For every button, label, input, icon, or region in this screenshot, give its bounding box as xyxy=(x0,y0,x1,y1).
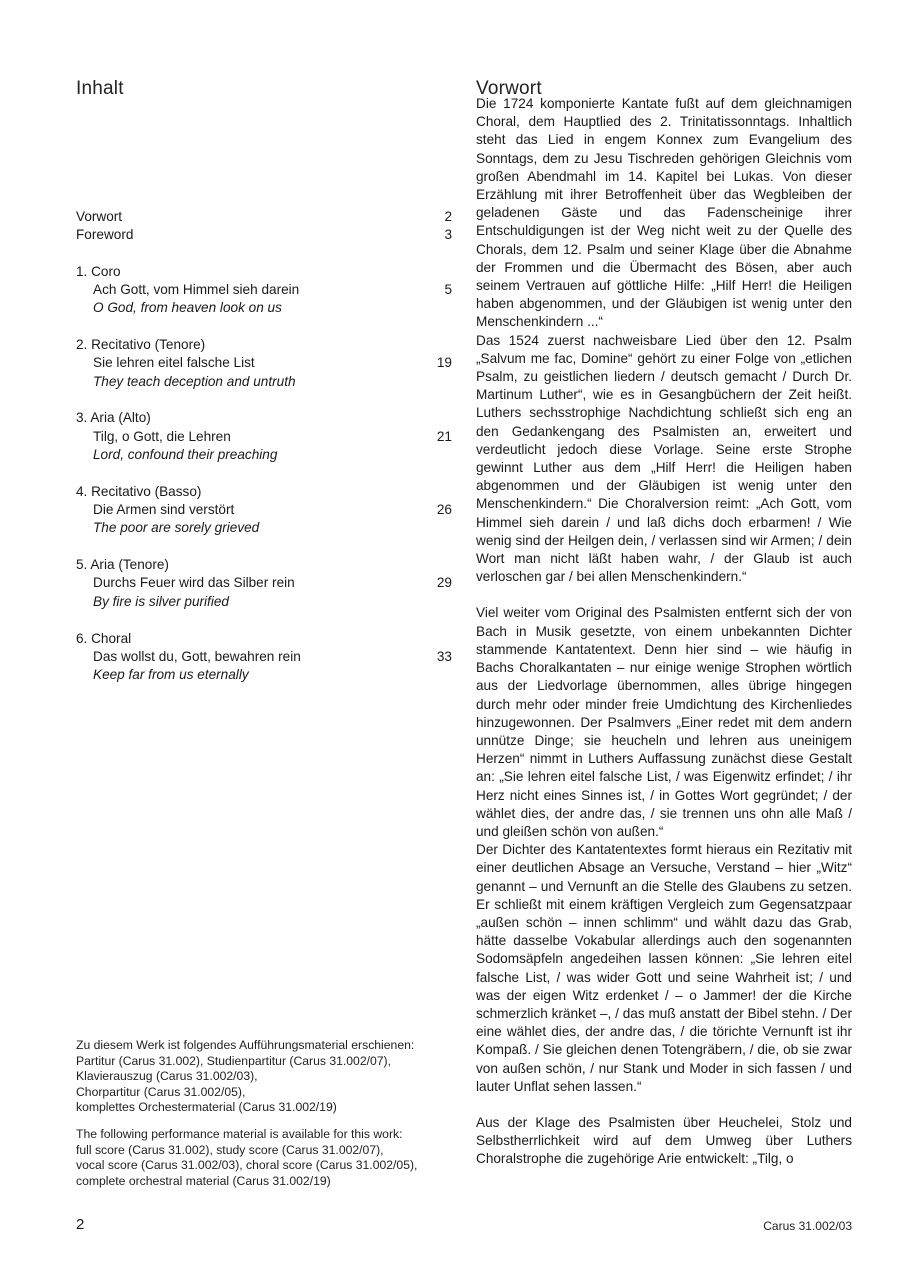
performance-material-notes xyxy=(76,1038,456,1200)
table-of-contents xyxy=(76,208,452,703)
toc-heading: Inhalt xyxy=(76,77,124,99)
movement-title: 4. Recitativo (Basso) xyxy=(76,483,202,499)
movement-title: 5. Aria (Tenore) xyxy=(76,557,169,573)
movement-de: Tilg, o Gott, die Lehren xyxy=(93,428,231,444)
toc-front-matter xyxy=(76,208,452,245)
toc-page: 5 xyxy=(444,281,452,297)
note-line: The following performance material is available for this work: xyxy=(76,1126,403,1141)
note-line: complete orchestral material (Carus 31.002/19) xyxy=(76,1173,331,1188)
movement-en: The poor are sorely grieved xyxy=(93,520,260,536)
toc-page: 21 xyxy=(436,428,452,444)
notes-german xyxy=(76,1038,456,1116)
note-line: Zu diesem Werk ist folgendes Aufführungsmaterial erschienen: xyxy=(76,1038,415,1052)
toc-page: 3 xyxy=(444,227,452,243)
toc-row-foreword[interactable] xyxy=(76,226,452,244)
note-line: Chorpartitur (Carus 31.002/05), xyxy=(76,1084,246,1099)
movement-en: By fire is silver purified xyxy=(93,593,229,609)
note-line: Klavierauszug (Carus 31.002/03), xyxy=(76,1069,258,1084)
toc-entry-4[interactable] xyxy=(76,483,452,538)
toc-entry-1[interactable] xyxy=(76,263,452,318)
preface-paragraph: Aus der Klage des Psalmisten über Heuchelei, Stolz und Selbstherrlichkeit wird auf dem Umweg über Luthers Choralstrophe die zugehörige Arie entwickelt: „Tilg, o xyxy=(476,1114,852,1167)
preface-paragraph: Viel weiter vom Original des Psalmisten entfernt sich der von Bach in Musik gesetzte, von einem unbekannten Dichter stammende Kantatentext. Denn hier sind – wie häufig in Bachs Choralkantaten – nur einige wenige Strophen wörtlich aus der Liedvorlage übernommen, alles übrige hingegen durch mehr oder minder freie Umdichtung des Kirchenliedes hinzugewonnen. Der Psalmvers „Einer redet mit dem andern unnütze Dinge; sie heucheln und lehren aus uneinigem Herzen“ nimmt in Luthers Auffassung zunächst diese Gestalt an: „Sie lehren eitel falsche List, / was Eigenwitz erfindet; / ihr Herz nicht eines Sinnes ist, / in Gottes Wort gegründet; / der wählet dies, der andre das, / sie trennen uns ohn alle Maß / und gleißen schön von außen.“ xyxy=(476,605,852,839)
movement-title: 1. Coro xyxy=(76,263,121,279)
movement-en: O God, from heaven look on us xyxy=(93,300,282,316)
page-number: 2 xyxy=(76,1216,85,1233)
movement-de: Die Armen sind verstört xyxy=(93,502,235,518)
preface-paragraph: Der Dichter des Kantatentextes formt hieraus ein Rezitativ mit einer deutlichen Absage an Versuche, Verstand – hier „Witz“ genannt – und Vernunft an die Stelle des Glaubens zu setzen. Er schließt mit einem kräftigen Vergleich zum Gegensatzpaar „außen schön – innen schlimm“ und wählt dazu das Grab, hätte dasselbe Vokabular allerdings auch den sogenannten Sodomsäpfeln angedeihen lassen können: „Sie lehren eitel falsche List, / was wider Gott und seine Wahrheit ist; / und was der eigen Witz erdenket / – o Jammer! der die Kirche schmerzlich kränket –, / das muß anstatt der Bibel stehn. / Der eine wählet dies, der andre das, / die törichte Vernunft ist ihr Kompaß. / Sie gleichen denen Totengräbern, / die, ob sie zwar von außen schön, / nur Stank und Moder in sich fassen / und lauter Unflat sehen lassen.“ xyxy=(476,842,852,1094)
toc-entry-6[interactable] xyxy=(76,630,452,685)
note-line: komplettes Orchestermaterial (Carus 31.002/19) xyxy=(76,1100,337,1115)
preface-body xyxy=(476,95,852,1169)
note-line: Partitur (Carus 31.002), Studienpartitur (Carus 31.002/07), xyxy=(76,1053,392,1068)
toc-row-vorwort[interactable] xyxy=(76,208,452,226)
toc-page: 29 xyxy=(436,575,452,591)
toc-label: Foreword xyxy=(76,227,134,243)
toc-page: 19 xyxy=(436,355,452,371)
preface-paragraph: Die 1724 komponierte Kantate fußt auf dem gleichnamigen Choral, dem Hauptlied des 2. Trinitatissonntags. Inhaltlich steht das Lied in engem Konnex zum Evangelium des Sonntags, dem zu Jesu Tischreden gehörigen Gleichnis vom großen Abendmahl im 14. Kapitel bei Lukas. Von dieser Erzählung mit ihrer Betroffenheit über das Wegbleiben der geladenen Gäste und das Fadenscheinige ihrer Entschuldigungen ist der Weg nicht weit zu der Quelle des Chorals, dem 12. Psalm und seiner Klage über die Abnahme der Frommen und die Übermacht des Bösen, aber auch seinem Vertrauen auf göttliche Hilfe: „Hilf Herr! die Heiligen haben abgenommen, und der Gläubigen ist wenig unter den Menschenkindern ...“ xyxy=(476,96,852,330)
preface-paragraph: Das 1524 zuerst nachweisbare Lied über den 12. Psalm „Salvum me fac, Domine“ gehört zu einer Folge von „etlichen Psalm, zu geistlichen liedern / deutsch gemacht / Durch Dr. Martinum Luther“, wie es in Gesangbüchern der Zeit heißt. Luthers sechsstrophige Nachdichtung schließt sich eng an den Gedankengang des Psalmisten an, erweitert und verdeutlicht jedoch diese Vorlage. Seine erste Strophe gewinnt Luther aus dem „Hilf Herr! die Heiligen haben abgenommen und der Gläubigen ist wenig unter den Menschenkindern.“ Die Choralversion reimt: „Ach Gott, vom Himmel sieh darein / und laß dichs doch erbarmen! / Wie wenig sind der Heilgen dein, / verlassen sind wir Armen; / dein Wort man nicht läßt haben wahr, / der Glaub ist auch verloschen gar / bei allen Menschenkindern.“ xyxy=(476,332,852,585)
toc-movements xyxy=(76,263,452,685)
movement-en: Keep far from us eternally xyxy=(93,667,249,683)
preface-heading: Vorwort xyxy=(476,77,542,99)
movement-title: 3. Aria (Alto) xyxy=(76,410,151,426)
note-line: vocal score (Carus 31.002/03), choral score (Carus 31.002/05), xyxy=(76,1158,418,1173)
movement-en: Lord, confound their preaching xyxy=(93,446,278,462)
toc-label: Vorwort xyxy=(76,209,123,224)
movement-de: Sie lehren eitel falsche List xyxy=(93,355,255,371)
toc-page: 26 xyxy=(436,502,452,518)
movement-title: 2. Recitativo (Tenore) xyxy=(76,336,206,352)
movement-de: Das wollst du, Gott, bewahren rein xyxy=(93,648,301,664)
movement-de: Durchs Feuer wird das Silber rein xyxy=(93,575,295,591)
toc-page: 33 xyxy=(436,648,452,664)
movement-title: 6. Choral xyxy=(76,630,132,646)
catalog-number: Carus 31.002/03 xyxy=(763,1219,852,1233)
movement-en: They teach deception and untruth xyxy=(93,373,296,389)
toc-entry-5[interactable] xyxy=(76,556,452,611)
toc-entry-3[interactable] xyxy=(76,409,452,464)
note-line: full score (Carus 31.002), study score (Carus 31.002/07), xyxy=(76,1142,384,1157)
toc-entry-2[interactable] xyxy=(76,336,452,391)
movement-de: Ach Gott, vom Himmel sieh darein xyxy=(93,281,300,297)
toc-page: 2 xyxy=(444,209,452,224)
notes-english xyxy=(76,1127,456,1189)
